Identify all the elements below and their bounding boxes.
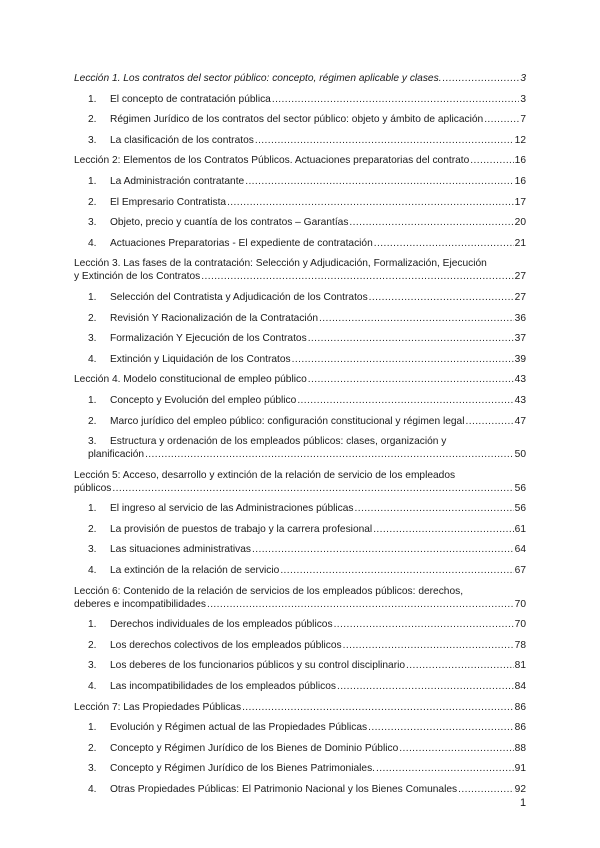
toc-page: 20 — [514, 217, 526, 229]
toc-title: Lección 4. Modelo constitucional de empleo público — [74, 374, 307, 386]
toc-page: 3 — [520, 93, 526, 105]
toc-page: 7 — [520, 114, 526, 126]
toc-number: 4. — [88, 681, 97, 693]
toc-item-6-4[interactable] — [74, 680, 526, 693]
toc-item-6-3[interactable] — [74, 659, 526, 672]
toc-number: 2. — [88, 415, 97, 427]
toc-number: 4. — [88, 353, 97, 365]
toc-leader-dots — [484, 113, 519, 126]
toc-page: 67 — [514, 565, 526, 577]
toc-number: 3. — [88, 217, 97, 229]
toc-item-3-2[interactable] — [74, 312, 526, 325]
toc-title: Actuaciones Preparatorias - El expediente de contratación — [110, 237, 373, 249]
toc-item-4-2[interactable] — [74, 415, 526, 428]
toc-number: 1. — [88, 722, 97, 734]
toc-leader-dots — [252, 543, 514, 556]
toc-page: 61 — [514, 523, 526, 535]
toc-lesson-5[interactable] — [74, 469, 526, 495]
toc-number: 1. — [88, 93, 97, 105]
toc-page: 70 — [514, 619, 526, 631]
toc-number: 3. — [88, 660, 97, 672]
toc-leader-dots — [399, 742, 513, 755]
toc-leader-dots — [280, 564, 513, 577]
toc-title: Las situaciones administrativas — [110, 544, 251, 556]
toc-page: 17 — [514, 196, 526, 208]
toc-leader-dots — [201, 270, 513, 283]
toc-lesson-3[interactable] — [74, 257, 526, 283]
page-number: 1 — [520, 797, 527, 809]
toc-item-4-3[interactable] — [74, 435, 526, 461]
toc-page: 84 — [514, 681, 526, 693]
toc-title: Régimen Jurídico de los contratos del sector público: objeto y ámbito de aplicación — [110, 114, 484, 126]
toc-page: 91 — [514, 763, 526, 775]
toc-lesson-6[interactable] — [74, 585, 526, 611]
toc-leader-dots — [297, 394, 513, 407]
toc-title-line-1: Lección 5: Acceso, desarrollo y extinción de la relación de servicio de los empleados — [74, 469, 456, 481]
toc-title: Extinción y Liquidación de los Contratos — [110, 353, 291, 365]
toc-item-2-3[interactable] — [74, 216, 526, 229]
toc-title: El concepto de contratación pública — [110, 93, 271, 105]
toc-number: 2. — [88, 742, 97, 754]
toc-title: El ingreso al servicio de las Administraciones públicas — [110, 503, 354, 515]
toc-item-2-4[interactable] — [74, 237, 526, 250]
toc-title-line-2: deberes e incompatibilidades — [74, 598, 206, 610]
toc-leader-dots — [443, 72, 520, 85]
toc-page: 50 — [514, 449, 526, 461]
toc-leader-dots — [227, 196, 514, 209]
toc-item-7-2[interactable] — [74, 742, 526, 755]
toc-number: 4. — [88, 237, 97, 249]
toc-title: Concepto y Evolución del empleo público — [110, 394, 297, 406]
toc-item-1-2[interactable] — [74, 113, 526, 126]
toc-number: 3. — [88, 544, 97, 556]
toc-page: 16 — [514, 155, 526, 167]
toc-number: 4. — [88, 565, 97, 577]
toc-title: Derechos individuales de los empleados públicos — [110, 619, 333, 631]
toc-page: 78 — [514, 639, 526, 651]
toc-number: 1. — [88, 503, 97, 515]
toc-number: 2. — [88, 114, 97, 126]
toc-leader-dots — [355, 502, 514, 515]
toc-leader-dots — [368, 721, 514, 734]
toc-page: 16 — [514, 175, 526, 187]
toc-leader-dots — [145, 448, 514, 461]
toc-page: 3 — [520, 73, 526, 84]
toc-item-3-3[interactable] — [74, 332, 526, 345]
toc-title: Concepto y Régimen Jurídico de los Bienes de Dominio Público — [110, 742, 399, 754]
toc-leader-dots — [207, 598, 514, 611]
toc-leader-dots — [466, 415, 514, 428]
toc-lesson-2[interactable] — [74, 154, 526, 167]
toc-item-1-1[interactable] — [74, 93, 526, 106]
toc-page: 27 — [514, 271, 526, 283]
toc-leader-dots — [245, 175, 513, 188]
toc-title-line-2: y Extinción de los Contratos — [74, 271, 201, 283]
toc-title-line-1: Estructura y ordenación de los empleados públicos: clases, organización y — [110, 436, 447, 448]
toc-leader-dots — [374, 237, 514, 250]
toc-title: Las incompatibilidades de los empleados públicos — [110, 681, 336, 693]
toc-leader-dots — [343, 639, 514, 652]
toc-number: 2. — [88, 312, 97, 324]
toc-number: 1. — [88, 175, 97, 187]
toc-item-5-1[interactable] — [74, 502, 526, 515]
toc-leader-dots — [319, 312, 514, 325]
toc-number: 3. — [88, 134, 97, 146]
toc-page: 27 — [514, 291, 526, 303]
toc-title: El Empresario Contratista — [110, 196, 227, 208]
toc-page: 86 — [514, 722, 526, 734]
toc-title: Revisión Y Racionalización de la Contratación — [110, 312, 319, 324]
toc-item-6-2[interactable] — [74, 639, 526, 652]
toc-page: 12 — [514, 134, 526, 146]
toc-page: 70 — [514, 598, 526, 610]
toc-leader-dots — [337, 680, 514, 693]
toc-item-2-1[interactable] — [74, 175, 526, 188]
toc-title-line-1: Lección 6: Contenido de la relación de servicios de los empleados públicos: derechos, — [74, 585, 464, 597]
toc-item-5-3[interactable] — [74, 543, 526, 556]
toc-title: Los deberes de los funcionarios públicos y su control disciplinario — [110, 660, 406, 672]
toc-page: 39 — [514, 353, 526, 365]
toc-number: 3. — [88, 763, 97, 775]
toc-title: Lección 1. Los contratos del sector público: concepto, régimen aplicable y clases. — [74, 73, 442, 84]
toc-leader-dots — [308, 373, 514, 386]
toc-number: 4. — [88, 784, 97, 795]
toc-leader-dots — [292, 353, 514, 366]
toc-title: Concepto y Régimen Jurídico de los Bienes Patrimoniales. — [110, 763, 376, 775]
toc-lesson-7[interactable] — [74, 701, 526, 714]
toc-title: Lección 7: Las Propiedades Públicas — [74, 701, 242, 713]
toc-leader-dots — [470, 154, 513, 167]
toc-page: 43 — [514, 394, 526, 406]
toc-number: 1. — [88, 394, 97, 406]
toc-title: La provisión de puestos de trabajo y la carrera profesional — [110, 523, 373, 535]
toc-number: 1. — [88, 291, 97, 303]
toc-leader-dots — [334, 618, 514, 631]
toc-leader-dots — [369, 291, 514, 304]
toc-page: 64 — [514, 544, 526, 556]
toc-item-3-1[interactable] — [74, 291, 526, 304]
toc-title: Lección 2: Elementos de los Contratos Públicos. Actuaciones preparatorias del contrato — [74, 155, 470, 167]
toc-leader-dots — [376, 762, 514, 775]
toc-leader-dots — [406, 659, 514, 672]
toc-leader-dots — [458, 783, 514, 796]
toc-page: 56 — [514, 482, 526, 494]
toc-item-7-4[interactable] — [74, 783, 526, 796]
toc-leader-dots — [349, 216, 513, 229]
toc-item-3-4[interactable] — [74, 353, 526, 366]
toc-page: 43 — [514, 374, 526, 386]
toc-page: 92 — [514, 784, 526, 795]
toc-title-line-2: públicos — [74, 482, 112, 494]
toc-page: 88 — [514, 742, 526, 754]
toc-title: Marco jurídico del empleo público: configuración constitucional y régimen legal — [110, 415, 465, 427]
toc-number: 2. — [88, 639, 97, 651]
table-of-contents — [74, 72, 526, 804]
toc-number: 2. — [88, 523, 97, 535]
toc-item-7-3[interactable] — [74, 762, 526, 775]
toc-page: 37 — [514, 333, 526, 345]
toc-number: 3. — [88, 436, 97, 448]
toc-item-5-4[interactable] — [74, 564, 526, 577]
toc-lesson-4[interactable] — [74, 373, 526, 386]
toc-item-2-2[interactable] — [74, 196, 526, 209]
toc-title: La Administración contratante — [110, 175, 245, 187]
toc-lesson-1[interactable] — [74, 72, 526, 85]
toc-item-6-1[interactable] — [74, 618, 526, 631]
toc-leader-dots — [112, 482, 513, 495]
toc-page: 86 — [514, 701, 526, 713]
toc-title: La clasificación de los contratos — [110, 134, 254, 146]
toc-item-5-2[interactable] — [74, 523, 526, 536]
toc-item-1-3[interactable] — [74, 134, 526, 147]
toc-title-line-2: planificación — [88, 449, 145, 461]
toc-leader-dots — [242, 701, 514, 714]
toc-title: La extinción de la relación de servicio — [110, 565, 280, 577]
toc-item-7-1[interactable] — [74, 721, 526, 734]
toc-title: Objeto, precio y cuantía de los contratos – Garantías — [110, 217, 349, 229]
toc-title: Otras Propiedades Públicas: El Patrimonio Nacional y los Bienes Comunales — [110, 784, 458, 795]
toc-page: 81 — [514, 660, 526, 672]
toc-page: 47 — [514, 415, 526, 427]
toc-leader-dots — [373, 523, 513, 536]
toc-number: 1. — [88, 619, 97, 631]
toc-item-4-1[interactable] — [74, 394, 526, 407]
toc-number: 2. — [88, 196, 97, 208]
toc-page: 56 — [514, 503, 526, 515]
toc-page: 36 — [514, 312, 526, 324]
toc-title: Los derechos colectivos de los empleados públicos — [110, 639, 342, 651]
toc-title: Selección del Contratista y Adjudicación de los Contratos — [110, 291, 368, 303]
toc-title: Evolución y Régimen actual de las Propiedades Públicas — [110, 722, 368, 734]
toc-title-line-1: Lección 3. Las fases de la contratación: Selección y Adjudicación, Formalización, Ejecución — [74, 258, 487, 270]
toc-leader-dots — [255, 134, 514, 147]
toc-leader-dots — [272, 93, 519, 106]
toc-title: Formalización Y Ejecución de los Contratos — [110, 333, 307, 345]
toc-page: 21 — [514, 237, 526, 249]
toc-leader-dots — [308, 332, 514, 345]
toc-number: 3. — [88, 333, 97, 345]
